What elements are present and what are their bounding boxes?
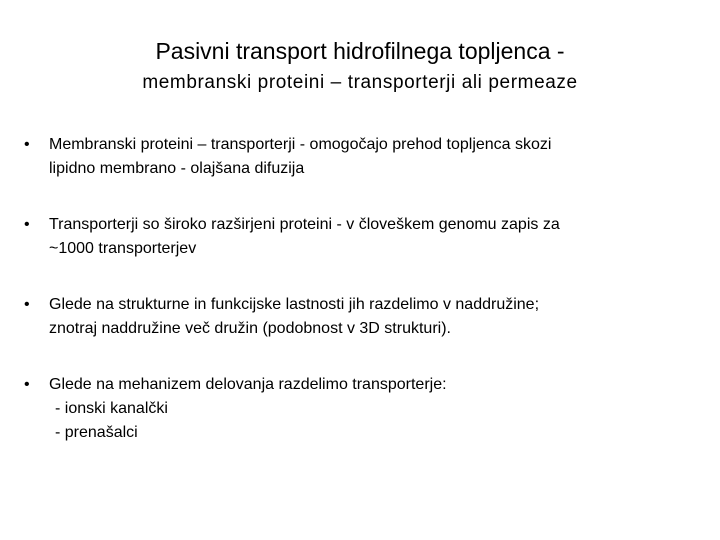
bullet-text-line: lipidno membrano - olajšana difuzija <box>49 160 305 177</box>
bullet-marker: • <box>24 136 30 153</box>
bullet-text-line: znotraj naddružine več družin (podobnost v 3D strukturi). <box>49 320 451 337</box>
bullet-text-line: Glede na mehanizem delovanja razdelimo transporterje: <box>49 376 447 393</box>
bullet-item <box>24 373 704 445</box>
bullet-text-line: Membranski proteini – transporterji - omogočajo prehod topljenca skozi <box>49 136 552 153</box>
bullet-item <box>24 133 704 181</box>
sub-item-carriers: - prenašalci <box>55 424 138 441</box>
bullet-marker: • <box>24 216 30 233</box>
sub-item-ion-channels: - ionski kanalčki <box>55 400 168 417</box>
title-subtitle: membranski proteini – transporterji ali permeaze <box>142 72 578 93</box>
slide-title <box>0 36 720 96</box>
bullet-marker: • <box>24 376 30 393</box>
bullet-marker: • <box>24 296 30 313</box>
bullet-item <box>24 293 704 341</box>
bullet-item <box>24 213 704 261</box>
bullet-text-line: Glede na strukturne in funkcijske lastnosti jih razdelimo v naddružine; <box>49 296 540 313</box>
bullet-text-line: Transporterji so široko razširjeni proteini - v človeškem genomu zapis za <box>49 216 560 233</box>
title-main: Pasivni transport hidrofilnega topljenca - <box>155 38 565 64</box>
bullet-text-line: ~1000 transporterjev <box>49 240 197 257</box>
bullet-list <box>24 133 704 477</box>
